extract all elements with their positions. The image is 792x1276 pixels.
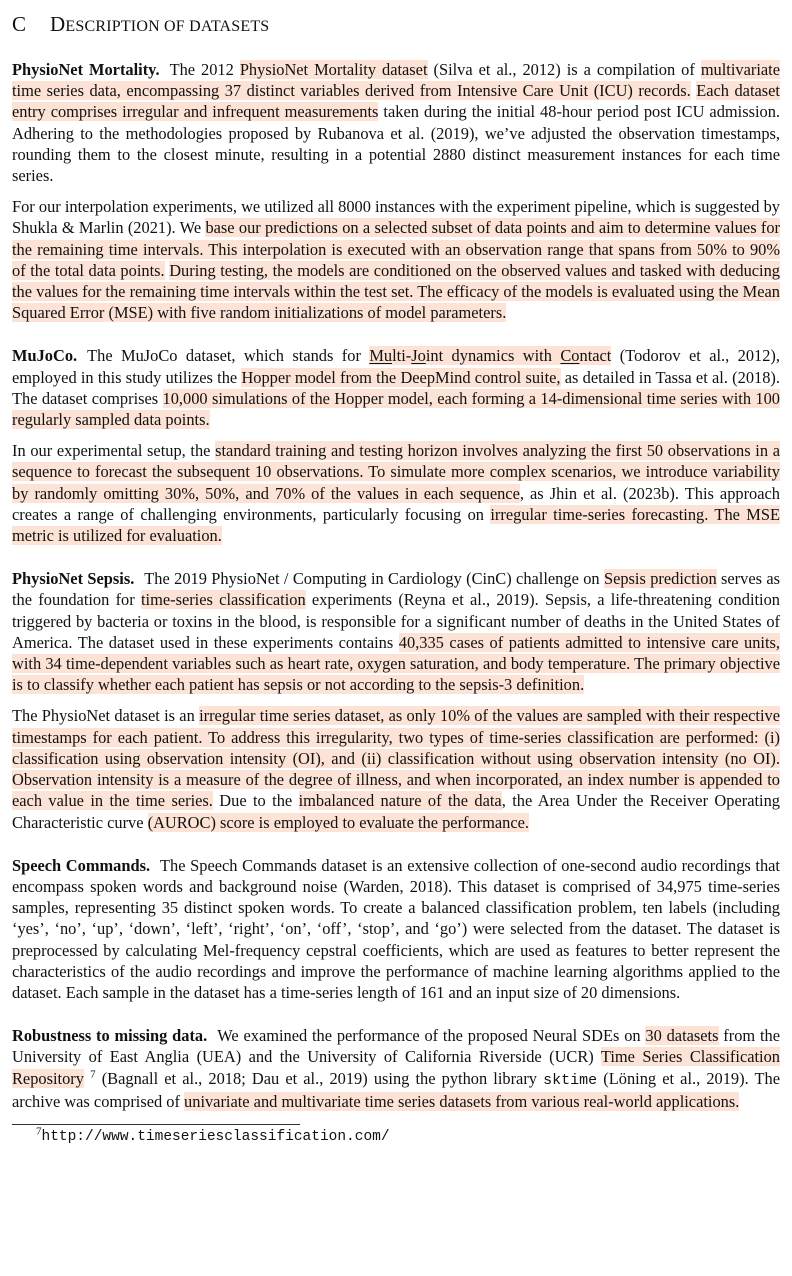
highlighted-text: (AUROC) score is employed to evaluate the performance. [147,812,530,832]
text-run: (Silva et al., 2012) is a compilation of [427,60,701,79]
highlighted-text: 40,335 cases of patients admitted to intensive care units, with 34 time-dependent variables such as heart rate, oxygen saturation, and body temperature. The primary objective is to classify whether each patient has sepsis or not according to the sepsis-3 definition. [12,632,780,695]
text-run: , the Area Under the Receiver Operating Characteristic curve [12,791,780,832]
text-run: The PhysioNet dataset is an [12,706,200,726]
highlighted-text: lti- [392,346,412,366]
highlighted-text: base our predictions on a selected subset of data points and aim to determine values for the remaining time intervals. This interpolation is executed with an observation range that spans from 50% to 90% of the total data points. [12,218,781,280]
highlighted-text: int dynamics with [425,346,561,366]
paragraph-speech-commands [12,855,780,1003]
highlighted-text: Time Series Classification Repository [12,1047,780,1088]
text-run: Due to the [212,791,299,811]
code-text: sktime [543,1071,598,1089]
text-run: from the University of East Anglia (UEA) and the University of California Riverside (UCR) [12,1026,781,1067]
paragraph-mujoco-1 [12,345,780,430]
highlighted-text: 10,000 simulations of the Hopper model, each forming a 14-dimensional time series with 100 regularly sampled data points. [12,388,780,430]
paragraph-heading: MuJoCo. [12,346,78,366]
paragraph-robustness [12,1025,780,1112]
section-title-rest: ESCRIPTION OF DATASETS [65,18,270,35]
paragraph-physionet-sepsis-1 [12,568,780,695]
text-run: (Todorov et al., 2012), employed in this study utilizes the [12,346,780,387]
text-run: In our experimental setup, the [12,441,216,461]
text-run: (Löning et al., 2019). The archive was comprised of [12,1068,780,1111]
highlighted-text: time-series classification [140,590,306,610]
text-run: The MuJoCo dataset, which stands for [87,346,370,366]
section-heading [12,12,780,37]
highlighted-text: irregular time-series forecasting. The MSE metric is utilized for evaluation. [12,504,780,546]
text-run: as detailed in Tassa et al. (2018). The dataset comprises [12,367,780,408]
highlighted-text: Each dataset entry comprises irregular and infrequent measurements [12,81,780,122]
highlighted-text: PhysioNet Mortality dataset [239,60,428,79]
paragraph-heading: Robustness to missing data. [12,1026,208,1046]
text-run: For our interpolation experiments, we utilized all 8000 instances with the experiment pipeline, which is suggested by Shukla & Marlin (2021). We [12,197,780,238]
text-run: (Bagnall et al., 2018; Dau et al., 2019) using the python library [95,1068,544,1088]
footnote-reference[interactable]: 7 [90,1068,96,1081]
highlighted-text: 30 datasets [645,1026,719,1046]
highlighted-text: imbalanced nature of the data [298,791,502,811]
paragraph-heading: PhysioNet Sepsis. [12,569,135,589]
highlighted-text: multivariate time series data, encompassing 37 distinct variables derived from Intensive Care Unit (ICU) records. [12,60,781,101]
footnote [12,1125,780,1145]
text-run: The 2012 [169,60,240,79]
text-run: We examined the performance of the proposed Neural SDEs on [217,1026,646,1046]
text-run: serves as the foundation for [12,569,780,610]
paragraph-physionet-mortality-1 [12,59,780,186]
section-number: C [12,12,27,36]
highlighted-text: standard training and testing horizon involves analyzing the first 50 observations in a sequence to forecast the subsequent 10 observations. To simulate more complex scenarios, we introduce variability by randomly omitting 30%, 50%, and 70% of the values in each sequence [12,441,780,503]
text-run: taken during the initial 48-hour period post ICU admission. Adhering to the methodologies proposed by Rubanova et al. (2019), we’ve adjusted the observation timestamps, rounding them to the closest minute, resulting in a potential 2880 distinct measurement instances for each time series. [12,102,780,186]
highlighted-text: ntact [579,346,612,366]
section-title-initial: D [50,12,66,36]
highlighted-text: Hopper model from the DeepMind control suite, [241,367,561,387]
highlighted-text: Jo [411,346,426,366]
paragraph-heading: Speech Commands. [12,855,151,875]
footnote-marker: 7 [36,1125,42,1138]
paragraph-heading: PhysioNet Mortality. [12,60,160,79]
section-body [12,59,780,1112]
highlighted-text: univariate and multivariate time series datasets from various real-world applications. [184,1091,740,1111]
highlighted-text: Sepsis prediction [603,569,717,589]
paragraph-physionet-mortality-2 [12,196,780,323]
highlighted-text: During testing, the models are conditioned on the observed values and tasked with deducing the values for the remaining time intervals within the test set. The efficacy of the models is evaluated using the Mean Squared Error (MSE) with five random initializations of model parameters. [12,260,780,323]
highlighted-text: irregular time series dataset, as only 10% of the values are sampled with their respective timestamps for each patient. To address this irregularity, two types of time-series classification are performed: (i) classification using observation intensity (OI), and (ii) classification without using observation intensity (no OI). Observation intensity is a measure of the degree of illness, and when incorporated, an index number is appended to each value in the time series. [12,706,780,811]
text-run: , as Jhin et al. (2023b). This approach creates a range of challenging environments, particularly focusing on [12,483,781,524]
text-run: experiments (Reyna et al., 2019). Sepsis, a life-threatening condition triggered by bacteria or toxins in the blood, is responsible for a significant number of deaths in the United States of America. The dataset used in these experiments contains [12,590,780,652]
paragraph-mujoco-2 [12,440,780,546]
paragraph-physionet-sepsis-2 [12,705,780,832]
footnote-divider [12,1124,300,1125]
highlighted-text: Mu [369,346,393,366]
text-run: The 2019 PhysioNet / Computing in Cardiology (CinC) challenge on [144,569,604,589]
text-run: The Speech Commands dataset is an extensive collection of one-second audio recordings that encompass spoken words and background noise (Warden, 2018). This dataset is comprised of 34,975 time-series samples, representing 35 distinct spoken words. To create a balanced classification problem, ten labels (including ‘yes’, ‘no’, ‘up’, ‘down’, ‘left’, ‘right’, ‘on’, ‘off’, ‘stop’, and ‘go’) were selected from the dataset. The dataset is preprocessed by calculating Mel-frequency cepstral coefficients, which are used as features to better represent the characteristics of the audio recordings and improve the performance of machine learning algorithms applied to the dataset. Each sample in the dataset has a time-series length of 161 and an input size of 20 dimensions. [12,855,780,1002]
footnote-url-link[interactable]: http://www.timeseriesclassification.com/ [41,1128,390,1145]
highlighted-text: Co [560,346,580,366]
